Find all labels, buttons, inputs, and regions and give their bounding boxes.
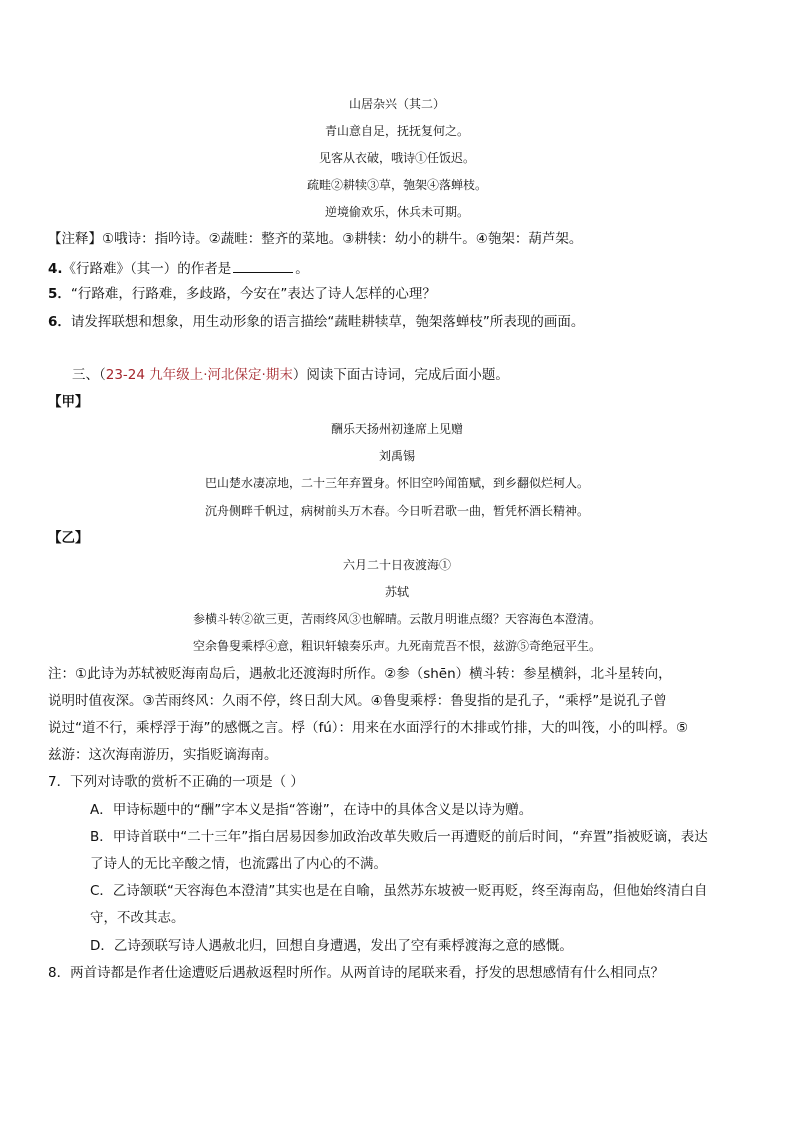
question-number: 6． xyxy=(48,314,71,330)
question-6 xyxy=(48,316,584,330)
yi-label: 【乙】 xyxy=(48,530,89,546)
poem1-notes: 【注释】①哦诗：指吟诗。②蔬畦：整齐的菜地。③耕犊：幼小的耕牛。④匏架：葫芦架。 xyxy=(48,231,583,247)
question-text: 请发挥联想和想象，用生动形象的语言描绘“蔬畦耕犊草，匏架落蝉枝”所表现的画面。 xyxy=(70,314,585,330)
question-8: 8．两首诗都是作者仕途遭贬后遇赦返程时所作。从两首诗的尾联来看，抒发的思想感情有什么相同点？ xyxy=(48,965,665,981)
option-b[interactable]: B．甲诗首联中“二十三年”指白居易因参加政治改革失败后一再遭贬的前后时间，“弃置”指被贬谪，表达 xyxy=(90,829,708,845)
answer-blank[interactable] xyxy=(233,261,293,273)
question-5 xyxy=(48,288,436,302)
notes2-line: 注：①此诗为苏轼被贬海南岛后，遇赦北还渡海时所作。②参（shēn）横斗转：参星横斜，北斗星转向， xyxy=(48,666,672,682)
option-b-cont: 了诗人的无比辛酸之情，也流露出了内心的不满。 xyxy=(90,856,387,872)
notes2-line: 兹游：这次海南游历，实指贬谪海南。 xyxy=(48,747,278,763)
jia-line: 沉舟侧畔千帆过，病树前头万木春。今日听君歌一曲，暂凭杯酒长精神。 xyxy=(204,504,589,518)
jia-label: 【甲】 xyxy=(48,394,89,410)
section3-heading xyxy=(72,369,509,383)
notes2-line: 说明时值夜深。③苦雨终风：久雨不停，终日刮大风。④鲁叟乘桴：鲁叟指的是孔子，“乘桴”是说孔子曾 xyxy=(48,693,667,709)
poem1-line: 逆境偷欢乐，休兵未可期。 xyxy=(324,205,469,219)
jia-author: 刘禹锡 xyxy=(378,449,415,463)
option-a[interactable]: A．甲诗标题中的“酬”字本义是指“答谢”，在诗中的具体含义是以诗为赠。 xyxy=(90,802,533,818)
yi-line: 参横斗转②欲三更，苦雨终风③也解晴。云散月明谁点缀？天容海色本澄清。 xyxy=(192,612,601,626)
jia-title: 酬乐天扬州初逢席上见赠 xyxy=(330,422,463,436)
option-c-cont: 守，不改其志。 xyxy=(90,910,185,926)
section3-suffix: ）阅读下面古诗词，完成后面小题。 xyxy=(292,367,509,383)
question-7-stem: 7．下列对诗歌的赏析不正确的一项是（ ） xyxy=(48,774,304,790)
source-tag[interactable]: 23-24 九年级上·河北保定·期末 xyxy=(105,367,293,383)
yi-title: 六月二十日夜渡海① xyxy=(342,558,451,572)
question-text: 《行路难》（其一）的作者是 xyxy=(62,261,232,277)
poem1-line: 见客从衣破，哦诗①任饭迟。 xyxy=(318,151,475,165)
yi-line: 空余鲁叟乘桴④意，粗识轩辕奏乐声。九死南荒吾不恨，兹游⑤奇绝冠平生。 xyxy=(192,639,601,653)
option-c[interactable]: C．乙诗颔联“天容海色本澄清”其实也是在自喻，虽然苏东坡被一贬再贬，终至海南岛，但他始终清白自 xyxy=(90,883,708,899)
question-4 xyxy=(48,261,309,277)
jia-line: 巴山楚水凄凉地，二十三年弃置身。怀旧空吟闻笛赋，到乡翻似烂柯人。 xyxy=(204,476,589,490)
poem1-line: 疏畦②耕犊③草，匏架④落蝉枝。 xyxy=(306,178,487,192)
question-number: 4. xyxy=(48,261,63,277)
question-number: 5． xyxy=(48,286,71,302)
question-text: “行路难，行路难，多歧路，今安在”表达了诗人怎样的心理？ xyxy=(70,286,436,302)
section3-prefix: 三、（ xyxy=(72,367,106,383)
poem1-title: 山居杂兴（其二） xyxy=(348,97,445,111)
yi-author: 苏轼 xyxy=(384,585,409,599)
option-d[interactable]: D．乙诗颈联写诗人遇赦北归，回想自身遭遇，发出了空有乘桴渡海之意的感慨。 xyxy=(90,938,573,954)
notes2-line: 说过“道不行，乘桴浮于海”的感慨之言。桴（fú）：用来在水面浮行的木排或竹排，大的叫筏，小的叫桴。⑤ xyxy=(48,720,689,736)
poem1-line: 青山意自足，抚抚复何之。 xyxy=(324,124,469,138)
question-suffix: 。 xyxy=(295,261,309,277)
